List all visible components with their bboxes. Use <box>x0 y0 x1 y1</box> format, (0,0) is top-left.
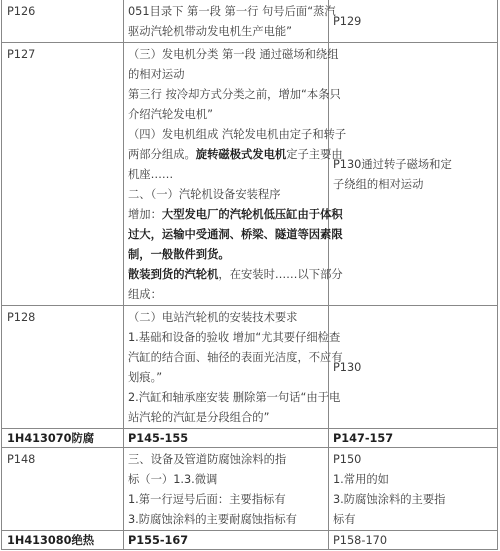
change-line <box>128 205 343 225</box>
change-cell <box>124 306 343 429</box>
page-range: P155-167 <box>128 534 189 547</box>
new-page-line: P130通过转子磁场和定 <box>333 158 452 171</box>
section-header-row <box>2 429 498 448</box>
page-range: P158-170 <box>333 534 388 547</box>
change-line: 三、设备及管道防腐蚀涂料的指 <box>128 453 287 466</box>
emphasis-text: 散装到货的汽轮机 <box>128 268 219 281</box>
change-line: 划痕。” <box>128 371 163 384</box>
emphasis-text: 制，一般散件到货。 <box>128 248 230 261</box>
new-page-cell <box>329 0 498 43</box>
page-ref: P128 <box>7 311 36 324</box>
old-page-cell <box>2 0 124 43</box>
change-cell <box>124 43 347 306</box>
change-line: 驱动汽轮机带动发电机生产电能” <box>128 25 293 38</box>
change-text: 增加： <box>128 208 162 221</box>
change-line: 1.第一行逗号后面：主要指标有 <box>128 493 286 506</box>
page-ref: P148 <box>7 453 36 466</box>
new-page-line: 1.常用的如 <box>333 473 389 486</box>
section-header-row <box>2 531 498 550</box>
change-line: 3.防腐蚀涂料的主要耐腐蚀指标有 <box>128 513 297 526</box>
new-page-line: 3.防腐蚀涂料的主要指 <box>333 493 446 506</box>
section-title-cell <box>2 429 124 448</box>
change-line: 标（一）1.3.微调 <box>128 473 218 486</box>
change-line: 2.汽缸和轴承座安装 删除第一句话“由于电 <box>128 391 341 404</box>
change-line <box>128 145 343 165</box>
page-ref: P126 <box>7 5 36 18</box>
change-text: 定子主要由 <box>286 148 343 161</box>
emphasis-text: 旋转磁极式发电机 <box>195 148 287 161</box>
change-line: 组成： <box>128 288 162 301</box>
section-title: 1H413070防腐 <box>7 432 95 445</box>
change-line: 1.基础和设备的验收 增加“尤其要仔细检查 <box>128 331 341 344</box>
table-row <box>2 0 498 43</box>
change-text: ，在安装时……以下部分 <box>218 268 343 281</box>
page-ref: P127 <box>7 48 36 61</box>
change-line: 的相对运动 <box>128 68 185 81</box>
change-line: 051目录下 第一段 第一行 句号后面“蒸汽 <box>128 5 336 18</box>
new-range-cell <box>329 429 498 448</box>
old-range-cell <box>124 429 329 448</box>
new-page-cell <box>329 306 498 429</box>
section-title: 1H413080绝热 <box>7 534 95 547</box>
change-line: （二）电站汽轮机的安装技术要求 <box>128 311 298 324</box>
old-range-cell <box>124 531 329 550</box>
change-line: （四）发电机组成 汽轮发电机由定子和转子 <box>128 128 347 141</box>
new-page-line: 标有 <box>333 513 356 526</box>
page-ref: P129 <box>333 15 362 28</box>
change-line: 介绍汽轮发电机” <box>128 108 213 121</box>
page-ref: P130 <box>333 361 362 374</box>
change-line: 机座…… <box>128 168 174 181</box>
change-line: 二、（一）汽轮机设备安装程序 <box>128 188 281 201</box>
change-line: 汽缸的结合面、轴径的表面光洁度，不应有 <box>128 351 343 364</box>
new-page-line: 子绕组的相对运动 <box>333 178 424 191</box>
table-row <box>2 43 498 306</box>
change-line <box>128 265 343 285</box>
new-page-cell <box>329 448 498 531</box>
section-title-cell <box>2 531 124 550</box>
page-range: P145-155 <box>128 432 189 445</box>
old-page-cell <box>2 43 124 306</box>
emphasis-text: 过大，运输中受通洞、桥梁、隧道等因素限 <box>128 228 343 241</box>
change-line <box>128 225 343 245</box>
change-line: （三）发电机分类 第一段 通过磁场和绕组 <box>128 48 339 61</box>
new-range-cell <box>329 531 498 550</box>
change-line: 第三行 按冷却方式分类之前，增加“本条只 <box>128 88 341 101</box>
table-row <box>2 306 498 429</box>
change-line: 站汽轮的汽缸是分段组合的” <box>128 411 270 424</box>
change-cell <box>124 448 329 531</box>
table-row <box>2 448 498 531</box>
change-line <box>128 245 325 265</box>
old-page-cell <box>2 448 124 531</box>
old-page-cell <box>2 306 124 429</box>
page-range: P147-157 <box>333 432 394 445</box>
new-page-cell <box>329 43 498 306</box>
change-cell <box>124 0 336 43</box>
new-page-line: P150 <box>333 453 362 466</box>
emphasis-text: 大型发电厂的汽轮机低压缸由于体积 <box>161 208 343 221</box>
change-text: 两部分组成。 <box>128 148 196 161</box>
textbook-errata-table <box>1 0 498 550</box>
